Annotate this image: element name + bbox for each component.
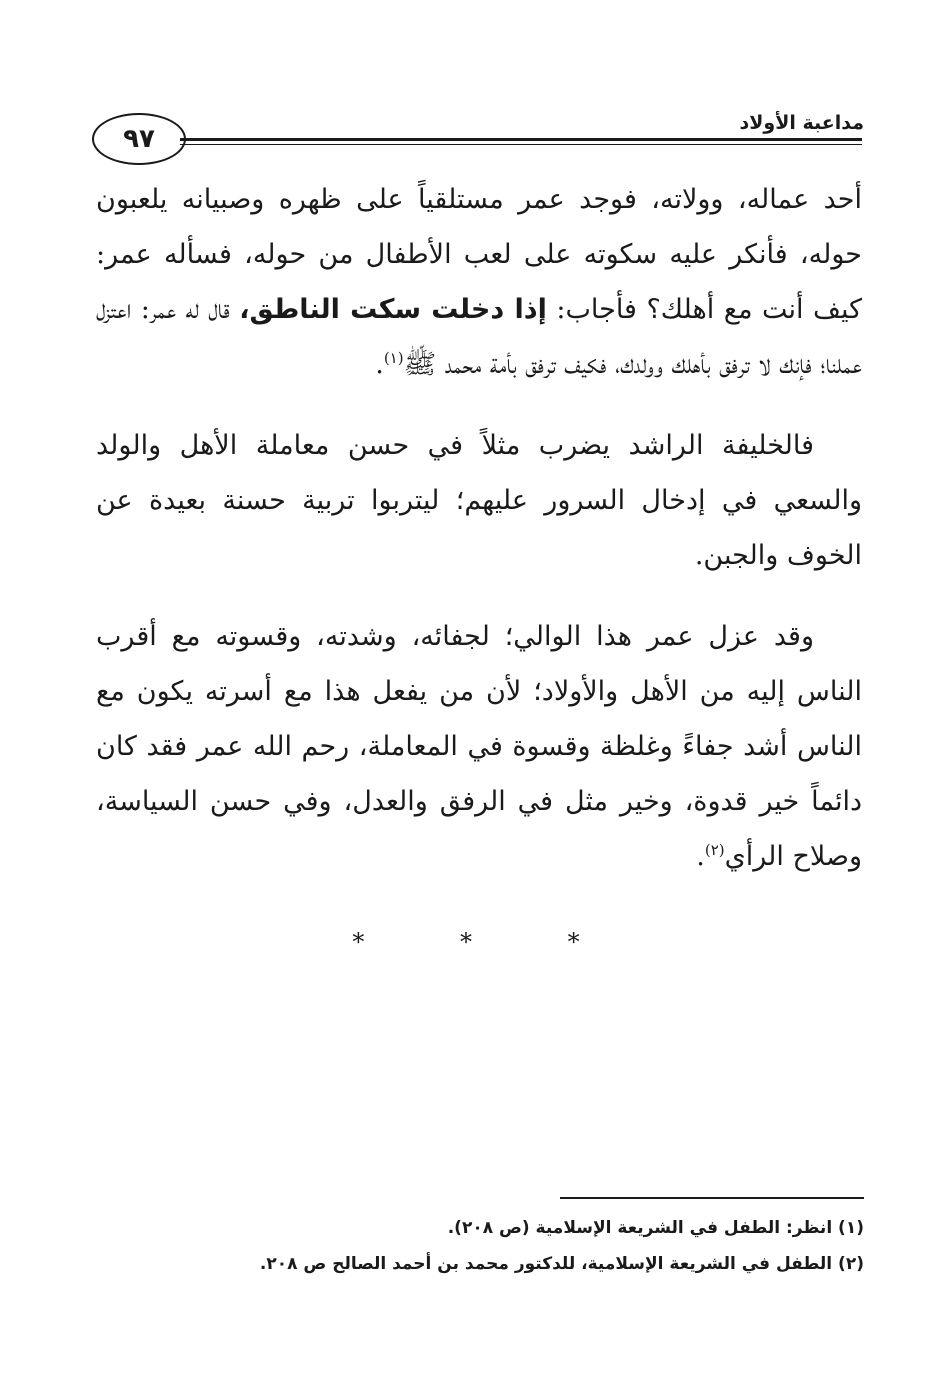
- footnotes: [164, 1210, 864, 1282]
- footnote-2: (٢) الطفل في الشريعة الإسلامية، للدكتور محمد بن أحمد الصالح ص ٢٠٨.: [259, 1254, 864, 1274]
- footnote-rule: [560, 1197, 864, 1199]
- paragraph-1-bold-quote: إذا دخلت سكت الناطق،: [239, 294, 547, 325]
- footnote-ref-2: (٢): [704, 841, 725, 859]
- paragraph-1: [96, 172, 862, 392]
- paragraph-1-text-cont: قال له عمر: اعتزل عملنا؛ فإنك لا ترفق بأهلك وولدك، فكيف ترفق بأمة محمد ﷺ: [96, 294, 862, 380]
- paragraph-3-text: وقد عزل عمر هذا الوالي؛ لجفائه، وشدته، وقسوته مع أقرب الناس إليه من الأهل والأولاد؛ لأن من يفعل هذا مع أسرته يكون مع الناس أشد جفاءً وغلظة وقسوة في المعاملة، رحم الله عمر فقد كان دائماً خير قدوة، وخير مثل في الرفق والعدل، وفي حسن السياسة، وصلاح الرأي: [96, 621, 863, 872]
- paragraph-3-end: .: [696, 841, 705, 872]
- page-number: ٩٧: [92, 113, 186, 165]
- footnote-1: (١) انظر: الطفل في الشريعة الإسلامية (ص ٢٠٨).: [447, 1218, 864, 1238]
- paragraph-1-text: أحد عماله، وولاته، فوجد عمر مستلقياً على ظهره وصبيانه يلعبون حوله، فأنكر عليه سكوته على لعب الأطفال من حوله، فسأله عمر: كيف أنت مع أهلك؟ فأجاب:: [96, 184, 862, 325]
- paragraph-1-end: .: [375, 349, 384, 380]
- section-separator: * * *: [352, 928, 624, 956]
- paragraph-2: [96, 418, 862, 583]
- header-rule: [180, 138, 862, 145]
- body-text: [96, 172, 862, 910]
- paragraph-3: [96, 609, 862, 884]
- paragraph-2-text: فالخليفة الراشد يضرب مثلاً في حسن معاملة الأهل والولد والسعي في إدخال السرور عليهم؛ ليتربوا تربية حسنة بعيدة عن الخوف والجبن.: [96, 430, 862, 571]
- footnote-ref-1: (١): [383, 349, 404, 367]
- running-header-title: مداعبة الأولاد: [739, 112, 864, 134]
